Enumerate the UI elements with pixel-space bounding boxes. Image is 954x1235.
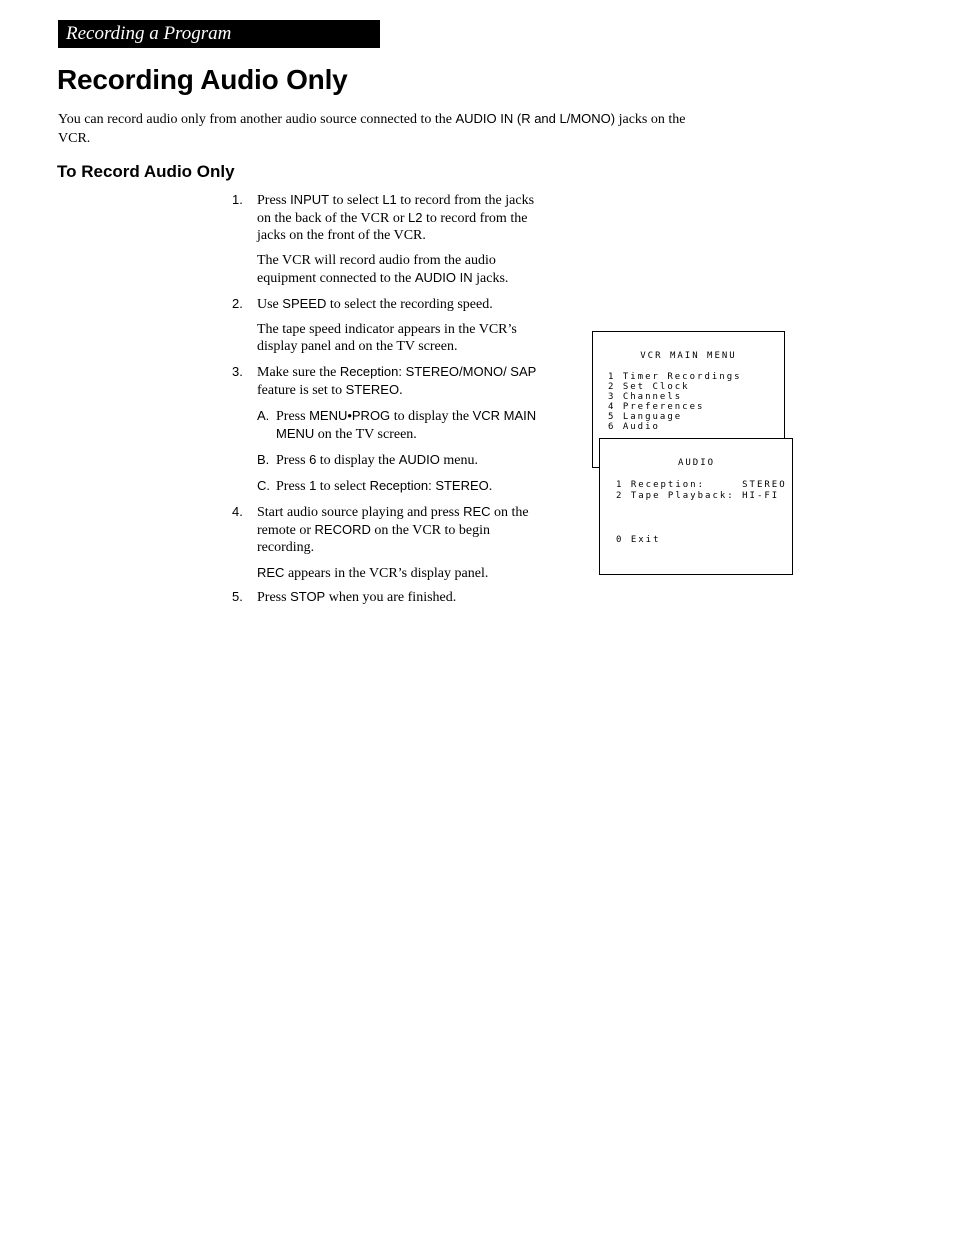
page-title: Recording Audio Only: [57, 64, 348, 95]
menu-item: 1 Reception: STEREO: [616, 480, 787, 490]
menu-item: 4 Preferences: [608, 402, 705, 412]
step-1: [232, 191, 542, 287]
menu-item: 2 Set Clock: [608, 382, 690, 392]
step-text: Press STOP when you are finished.: [257, 589, 457, 605]
step-5: [232, 588, 542, 606]
section-header-bar: Recording a Program: [58, 20, 380, 48]
substep-b: [257, 451, 542, 469]
steps-list: [232, 191, 542, 606]
step-number: 2.: [232, 296, 243, 311]
substep-text: Press 6 to display the AUDIO menu.: [276, 452, 479, 468]
menu-exit-item: 0 Exit: [616, 535, 661, 545]
step-note: The tape speed indicator appears in the VCR’s display panel and on the TV screen.: [257, 322, 517, 354]
step-number: 5.: [232, 589, 243, 604]
substep-letter: B.: [257, 452, 270, 467]
step-number: 1.: [232, 192, 243, 207]
step-number: 3.: [232, 364, 243, 379]
intro-paragraph: You can record audio only from another audio source connected to the AUDIO IN (R and L/MONO) jacks on the VCR.: [58, 111, 686, 146]
menu-title: VCR MAIN MENU: [640, 351, 737, 361]
step-number: 4.: [232, 504, 243, 519]
menu-item: 2 Tape Playback: HI-FI: [616, 491, 780, 501]
step-text: Press INPUT to select L1 to record from the jacks on the back of the VCR or L2 to record from the jacks on the front of the VCR.: [257, 192, 535, 243]
menu-item: 1 Timer Recordings: [608, 372, 742, 382]
step-text: Make sure the Reception: STEREO/MONO/ SAP feature is set to STEREO.: [257, 364, 537, 398]
step-text: Start audio source playing and press REC on the remote or RECORD on the VCR to begin recording.: [257, 504, 529, 555]
menu-title: AUDIO: [677, 458, 716, 468]
section-subheading: To Record Audio Only: [57, 162, 235, 181]
substep-a: [257, 407, 542, 443]
step-3: [232, 363, 542, 495]
menu-item: 6 Audio: [608, 422, 660, 432]
substep-letter: C.: [257, 478, 270, 493]
menu-item: 3 Channels: [608, 392, 683, 402]
step-4: [232, 503, 542, 582]
substep-c: [257, 477, 542, 495]
substep-text: Press 1 to select Reception: STEREO.: [276, 478, 493, 494]
audio-menu-screen: [599, 438, 793, 575]
step-note: REC appears in the VCR’s display panel.: [257, 565, 489, 581]
audio-in-label: AUDIO IN (R and L/MONO): [455, 111, 616, 126]
substep-letter: A.: [257, 408, 270, 423]
substep-text: Press MENU•PROG to display the VCR MAIN MENU on the TV screen.: [276, 408, 537, 442]
step-text: Use SPEED to select the recording speed.: [257, 296, 493, 312]
menu-item: 5 Language: [608, 412, 683, 422]
step-2: [232, 295, 542, 355]
step-note: The VCR will record audio from the audio equipment connected to the AUDIO IN jacks.: [257, 253, 509, 286]
